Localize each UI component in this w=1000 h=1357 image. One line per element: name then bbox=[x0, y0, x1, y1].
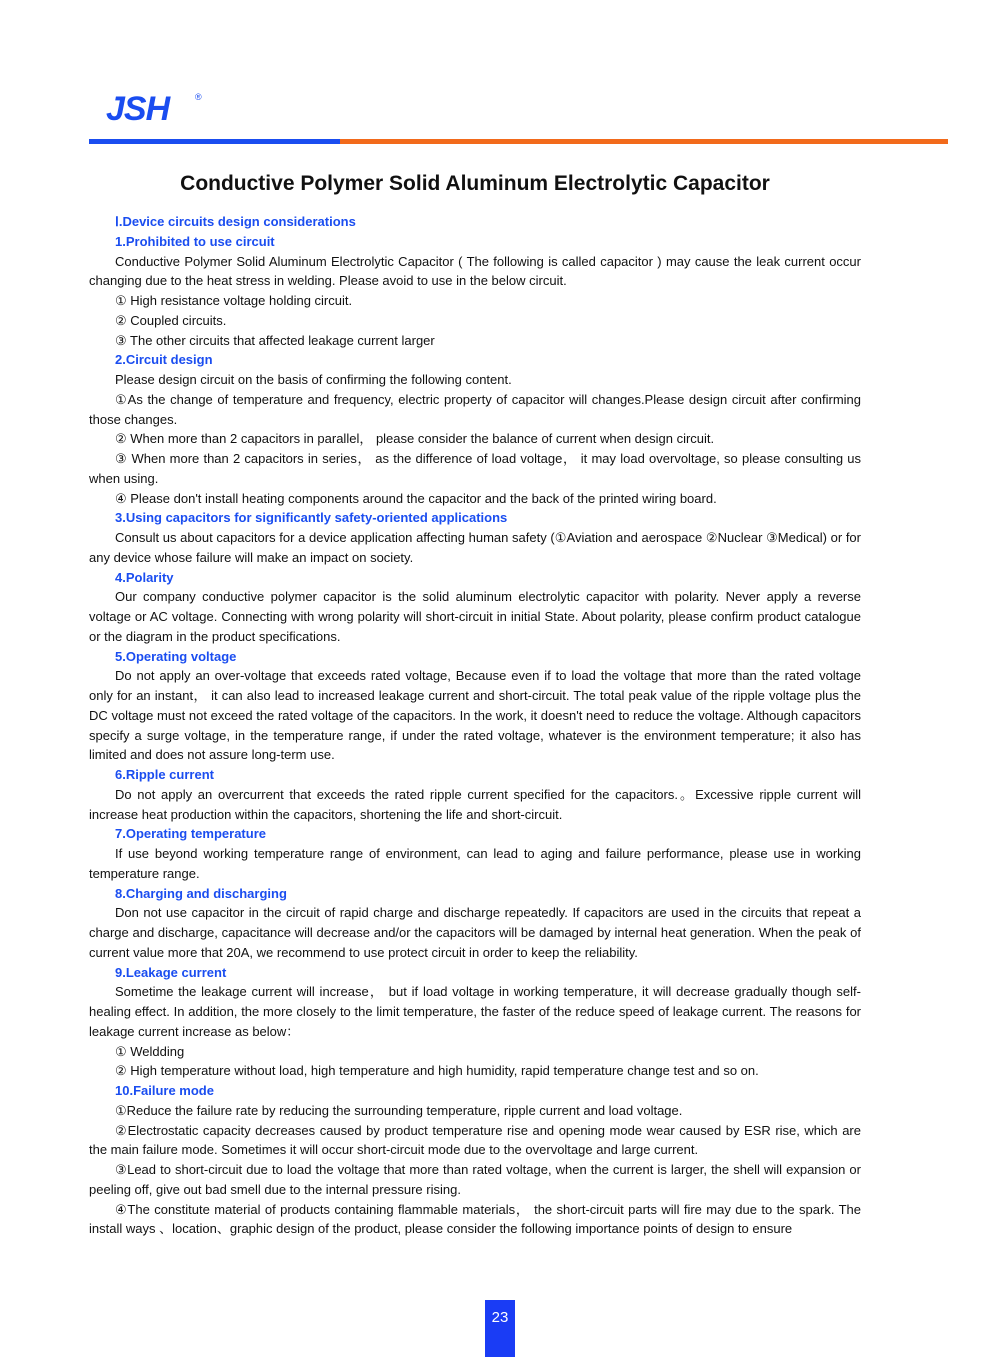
subsection-heading: 8.Charging and discharging bbox=[115, 885, 287, 901]
paragraph: ①Reduce the failure rate by reducing the surrounding temperature, ripple current and load voltage. bbox=[115, 1102, 683, 1118]
paragraph: Consult us about capacitors for a device application affecting human safety (①Aviation and aerospace ②Nuclear ③Medical) or for any device whose failure will make an impact on society. bbox=[89, 530, 861, 565]
list-item: ① Weldding bbox=[115, 1043, 185, 1059]
subsection-heading: 5.Operating voltage bbox=[115, 648, 237, 664]
subsection-heading: 10.Failure mode bbox=[115, 1083, 214, 1098]
subsection-heading: 3.Using capacitors for significantly safety-oriented applications bbox=[115, 510, 508, 526]
paragraph: ①As the change of temperature and frequency, electric property of capacitor will changes.Please design circuit after confirming those changes. bbox=[89, 391, 861, 427]
jsh-logo: JSH bbox=[106, 90, 170, 128]
header-rule-orange bbox=[340, 139, 948, 144]
subsection-heading: 1.Prohibited to use circuit bbox=[115, 233, 275, 249]
sections-container bbox=[89, 232, 861, 1239]
paragraph: Our company conductive polymer capacitor is the solid aluminum electrolytic capacitor with polarity. Never apply a reverse voltage or AC voltage. Connecting with wrong polarity will short-circuit in initial State. About polarity, please confirm product catalogue or the diagram in the product specifications. bbox=[89, 589, 861, 644]
list-item: ① High resistance voltage holding circuit. bbox=[115, 293, 353, 308]
subsection-heading: 6.Ripple current bbox=[115, 767, 214, 782]
paragraph: Do not apply an overcurrent that exceeds the rated ripple current specified for the capacitors.。Excessive ripple current will increase heat production within the capacitors, shortening the life and short-circuit. bbox=[89, 786, 861, 822]
paragraph: Do not apply an over-voltage that exceeds rated voltage, Because even if to load the voltage that more than the rated voltage only for an instant， it can also lead to increased leakage current and short-circuit. The total peak value of the ripple voltage plus the DC voltage must not exceed the rated voltage of the capacitors. In the work, it doesn't need to reduce the voltage. Although capacitors specify a surge voltage, in the temperature range, if under the rated voltage, whatever is the environment temperature; it also has limited and does not assure long-term use. bbox=[89, 668, 861, 763]
paragraph: ②Electrostatic capacity decreases caused by product temperature rise and opening mode wear caused by ESR rise, which are the main failure mode. Sometimes it will occur short-circuit mode due to the overvoltage and large current. bbox=[89, 1122, 861, 1158]
header-rule-blue bbox=[89, 139, 340, 144]
paragraph: Conductive Polymer Solid Aluminum Electrolytic Capacitor ( The following is called capacitor ) may cause the leak current occur changing due to the heat stress in welding. Please avoid to use in the below circuit. bbox=[89, 253, 861, 289]
registered-mark: ® bbox=[195, 92, 202, 102]
paragraph: ③ When more than 2 capacitors in series， as the difference of load voltage， it may load overvoltage, so please consulting us when using. bbox=[89, 451, 861, 486]
subsection-heading: 4.Polarity bbox=[115, 569, 174, 585]
section-heading: Ⅰ.Device circuits design considerations bbox=[115, 214, 356, 229]
paragraph: ④The constitute material of products containing flammable materials， the short-circuit parts will fire may due to the spark. The install ways 、location、graphic design of the product, please consider the following importance points of design to ensure bbox=[89, 1201, 861, 1237]
list-item: ③ The other circuits that affected leakage current larger bbox=[115, 332, 435, 348]
paragraph: ③Lead to short-circuit due to load the voltage that more than rated voltage, when the current is larger, the shell will expansion or peeling off, give out bad smell due to the internal pressure rising. bbox=[89, 1162, 861, 1197]
subsection-heading: 9.Leakage current bbox=[115, 964, 227, 980]
page-title: Conductive Polymer Solid Aluminum Electrolytic Capacitor bbox=[180, 172, 770, 195]
list-item: ② Coupled circuits. bbox=[115, 312, 227, 328]
paragraph: If use beyond working temperature range of environment, can lead to aging and failure performance, please use in working temperature range. bbox=[89, 846, 861, 881]
subsection-heading: 7.Operating temperature bbox=[115, 826, 266, 842]
paragraph: Sometime the leakage current will increase， but if load voltage in working temperature, it will decrease gradually though self-healing effect. In addition, the more closely to the limit temperature, the faster of the reduce speed of leakage current. The reasons for leakage current increase as below： bbox=[89, 984, 861, 1039]
paragraph: Don not use capacitor in the circuit of rapid charge and discharge repeatedly. If capacitors are used in the circuits that repeat a charge and discharge, capacitance will decrease and/or the capacitors will be damaged by internal heat generation. When the peak of current value more that 20A, we recommend to use protect circuit in order to keep the reliability. bbox=[89, 905, 861, 960]
paragraph: ② When more than 2 capacitors in parallel， please consider the balance of current when design circuit. bbox=[115, 431, 715, 447]
document-body bbox=[89, 212, 861, 1239]
list-item: ② High temperature without load, high temperature and high humidity, rapid temperature change test and so on. bbox=[115, 1063, 759, 1079]
paragraph: Please design circuit on the basis of confirming the following content. bbox=[115, 372, 512, 387]
page-number: 23 bbox=[485, 1300, 515, 1357]
subsection-heading: 2.Circuit design bbox=[115, 352, 213, 368]
paragraph: ④ Please don't install heating components around the capacitor and the back of the printed wiring board. bbox=[115, 490, 717, 506]
